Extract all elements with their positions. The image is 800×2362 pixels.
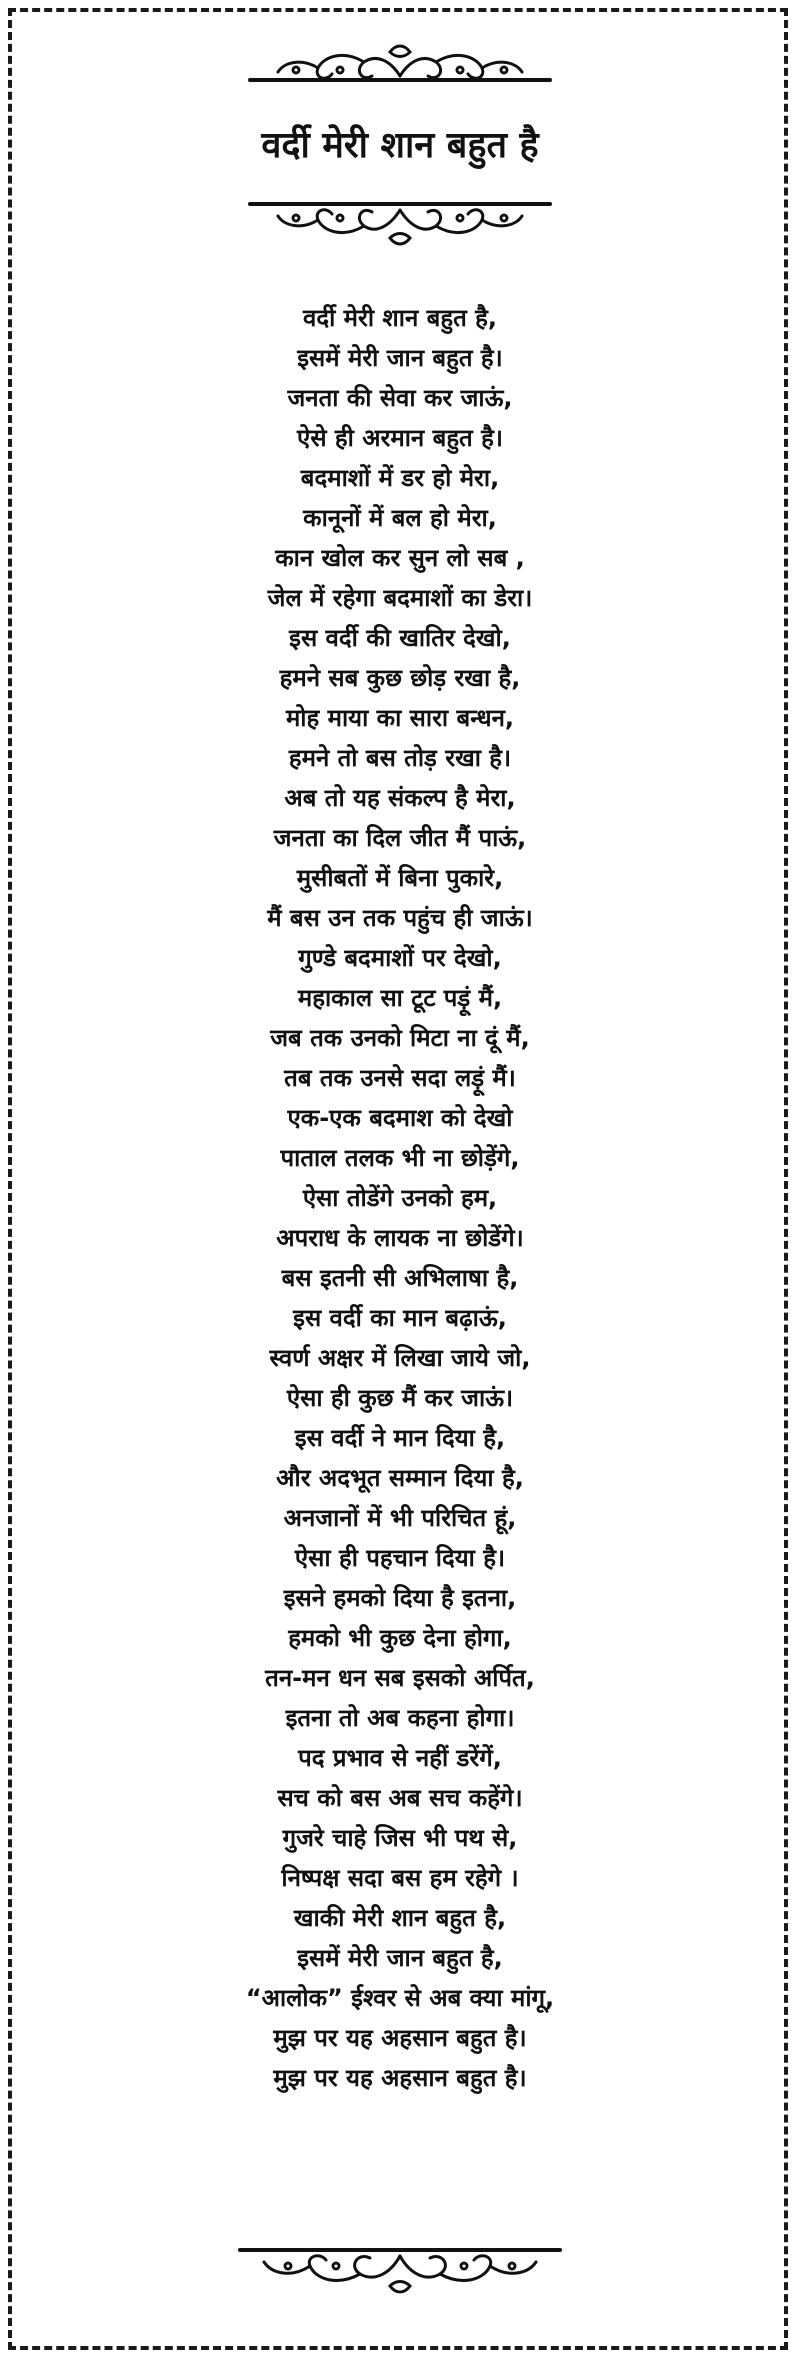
bottom-ornament: [0, 2240, 800, 2300]
poem-line: सच को बस अब सच कहेंगे।: [277, 1784, 523, 1812]
poem-line: और अदभूत सम्मान दिया है,: [276, 1464, 524, 1492]
poem-line: तन-मन धन सब इसको अर्पित,: [265, 1664, 535, 1692]
poem-line: बस इतनी सी अभिलाषा है,: [281, 1264, 519, 1292]
poem-line: इस वर्दी का मान बढ़ाऊं,: [293, 1304, 507, 1332]
poem-line: गुण्डे बदमाशों पर देखो,: [298, 944, 502, 972]
poem-line: मुसीबतों में बिना पुकारे,: [296, 864, 504, 892]
poem-line: अब तो यह संकल्प है मेरा,: [284, 784, 516, 812]
poem-line: मैं बस उन तक पहुंच ही जाऊं।: [267, 904, 533, 932]
poem-line: अनजानों में भी परिचित हूं,: [283, 1504, 517, 1532]
poem-line: पद प्रभाव से नहीं डरेंगें,: [298, 1744, 502, 1772]
poem-line: ऐसे ही अरमान बहुत है।: [297, 424, 503, 452]
poem-line: खाकी मेरी शान बहुत है,: [293, 1904, 507, 1932]
poem-line: ऐसा तोडेंगे उनको हम,: [302, 1184, 498, 1212]
poem-line: महाकाल सा टूट पड़ूं मैं,: [297, 984, 503, 1012]
poem-line: एक-एक बदमाश को देखो: [287, 1104, 513, 1132]
poem-lines: [0, 298, 800, 2098]
poem-line: इसमें मेरी जान बहुत है,: [297, 1944, 503, 1972]
poem-line: हमने तो बस तोड़ रखा है।: [288, 744, 512, 772]
poem-line: स्वर्ण अक्षर में लिखा जाये जो,: [269, 1344, 531, 1372]
poem-line: इस वर्दी ने मान दिया है,: [294, 1424, 506, 1452]
poem-line: इसने हमको दिया है इतना,: [283, 1584, 517, 1612]
poem-line: जनता का दिल जीत मैं पाऊं,: [273, 824, 527, 852]
poem-line: निष्पक्ष सदा बस हम रहेगे ।: [281, 1864, 519, 1892]
poem-line: इतना तो अब कहना होगा।: [285, 1704, 515, 1732]
poem-line: हमको भी कुछ देना होगा,: [288, 1624, 512, 1652]
poem-line: कानूनों में बल हो मेरा,: [303, 504, 497, 532]
poem-line: बदमाशों में डर हो मेरा,: [300, 464, 500, 492]
poem-line: जब तक उनको मिटा ना दूं मैं,: [270, 1024, 530, 1052]
poem-line: मुझ पर यह अहसान बहुत है।: [273, 2024, 527, 2052]
poem-line: इस वर्दी की खातिर देखो,: [289, 624, 511, 652]
top-ornament: [0, 40, 800, 96]
poem-line: मुझ पर यह अहसान बहुत है।: [273, 2064, 527, 2092]
poem-line: तब तक उनसे सदा लड़ूं मैं।: [284, 1064, 516, 1092]
poem-line: जनता की सेवा कर जाऊं,: [287, 384, 513, 412]
scroll-ornament-icon: [240, 40, 560, 96]
poem-title: वर्दी मेरी शान बहुत है: [261, 125, 539, 166]
poem-line: ऐसा ही पहचान दिया है।: [294, 1544, 506, 1572]
scroll-ornament-icon: [230, 2240, 570, 2300]
poem-line: इसमें मेरी जान बहुत है।: [297, 344, 503, 372]
poem-line: अपराध के लायक ना छोडेंगे।: [276, 1224, 524, 1252]
scroll-ornament-icon: [240, 196, 560, 252]
poem-line: हमने सब कुछ छोड़ रखा है,: [279, 664, 521, 692]
poem-line: कान खोल कर सुन लो सब ,: [275, 544, 525, 572]
poem-line: जेल में रहेगा बदमाशों का डेरा।: [267, 584, 533, 612]
poem-line: ऐसा ही कुछ मैं कर जाऊं।: [286, 1384, 514, 1412]
poem-line: मोह माया का सारा बन्धन,: [285, 704, 515, 732]
poem-line: वर्दी मेरी शान बहुत है,: [303, 304, 497, 332]
poem-line: “आलोक” ईश्वर से अब क्या मांगू,: [245, 1984, 555, 2012]
poem-line: पाताल तलक भी ना छोड़ेंगे,: [280, 1144, 520, 1172]
title-underline-ornament: [0, 196, 800, 252]
poem-line: गुजरे चाहे जिस भी पथ से,: [282, 1824, 518, 1852]
